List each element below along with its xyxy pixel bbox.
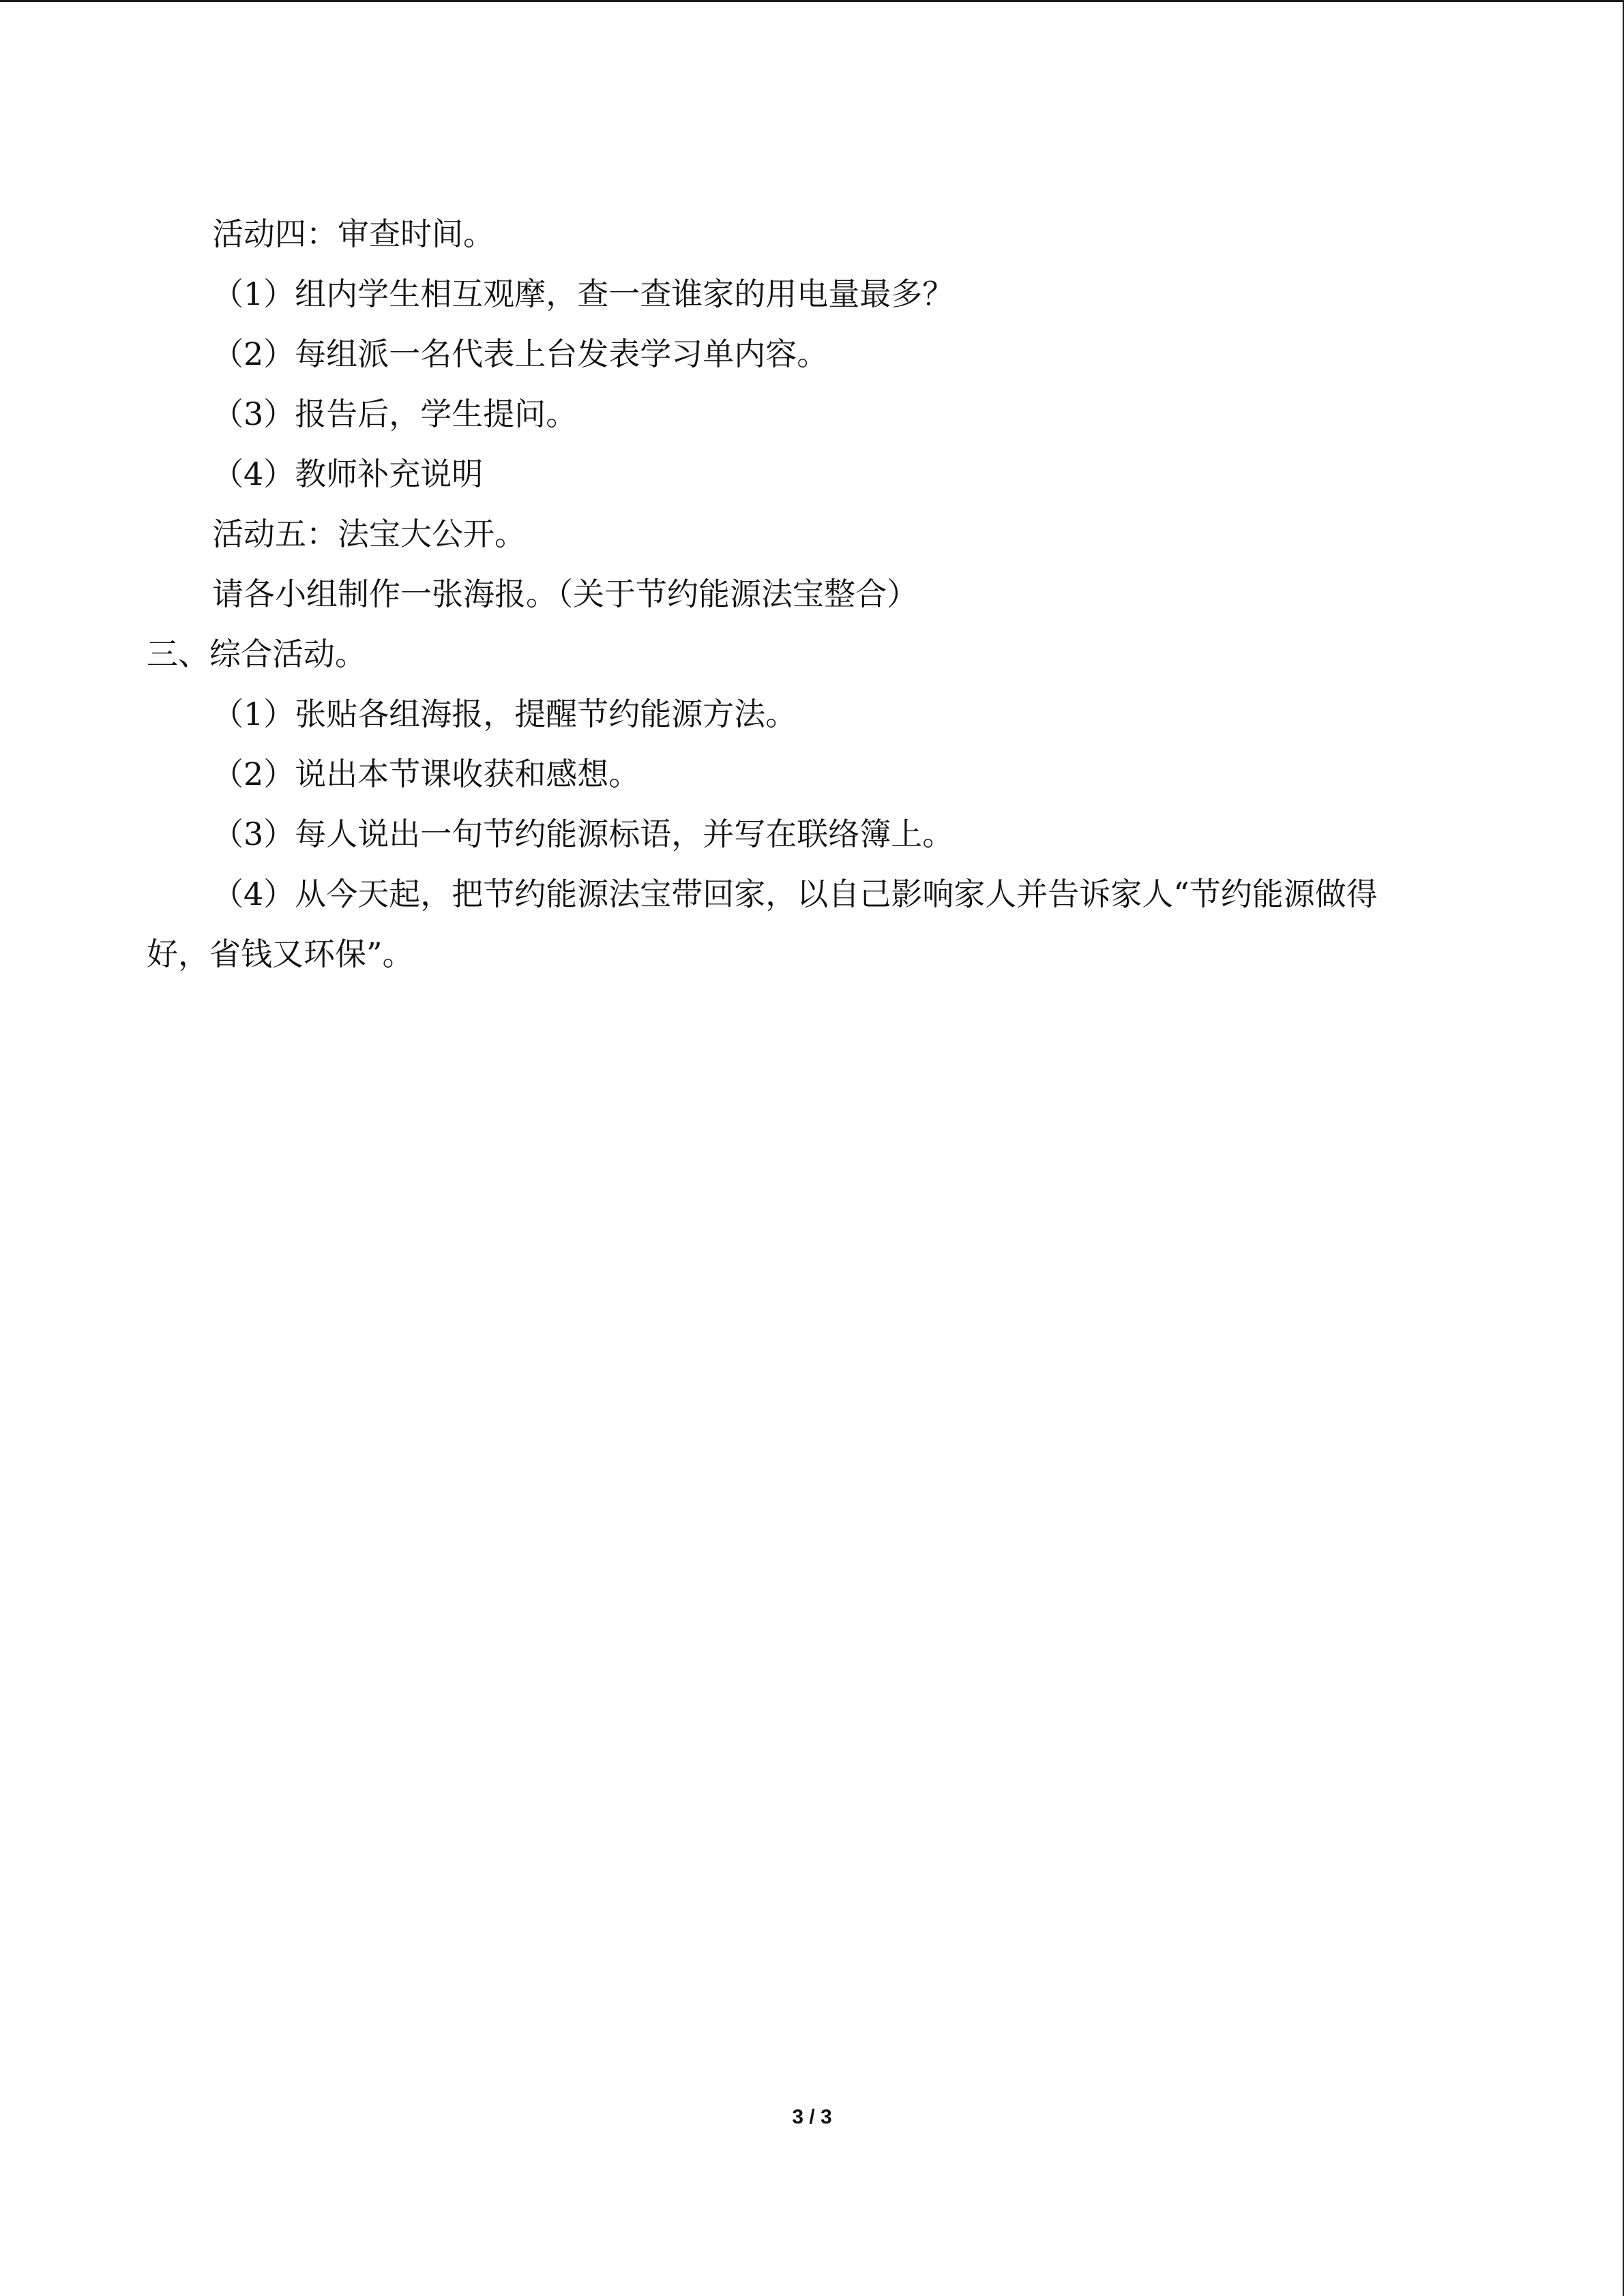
activity-4-step-4: （4）教师补充说明 (212, 456, 484, 492)
activity-4-step-3: （3）报告后，学生提问。 (212, 396, 578, 432)
activity-4-step-2: （2）每组派一名代表上台发表学习单内容。 (212, 336, 829, 372)
section-3-step-3: （3）每人说出一句节约能源标语，并写在联络簿上。 (212, 816, 954, 852)
section-3-heading: 三、综合活动。 (147, 636, 366, 672)
activity-4-step-1: （1）组内学生相互观摩，查一查谁家的用电量最多？ (212, 275, 954, 312)
activity-4-heading: 活动四：审查时间。 (212, 215, 494, 252)
activity-5-instruction: 请各小组制作一张海报。（关于节约能源法宝整合） (212, 576, 918, 612)
section-3-step-4-continuation: 好，省钱又环保”。 (147, 936, 414, 972)
section-3-step-2: （2）说出本节课收获和感想。 (212, 756, 640, 792)
activity-5-heading: 活动五：法宝大公开。 (212, 516, 526, 552)
document-body (0, 204, 1624, 984)
section-3-step-4: （4）从今天起，把节约能源法宝带回家，以自己影响家人并告诉家人“节约能源做得 (212, 876, 1378, 912)
page-number: 3 / 3 (792, 2106, 832, 2128)
section-3-step-1: （1）张贴各组海报，提醒节约能源方法。 (212, 696, 797, 732)
